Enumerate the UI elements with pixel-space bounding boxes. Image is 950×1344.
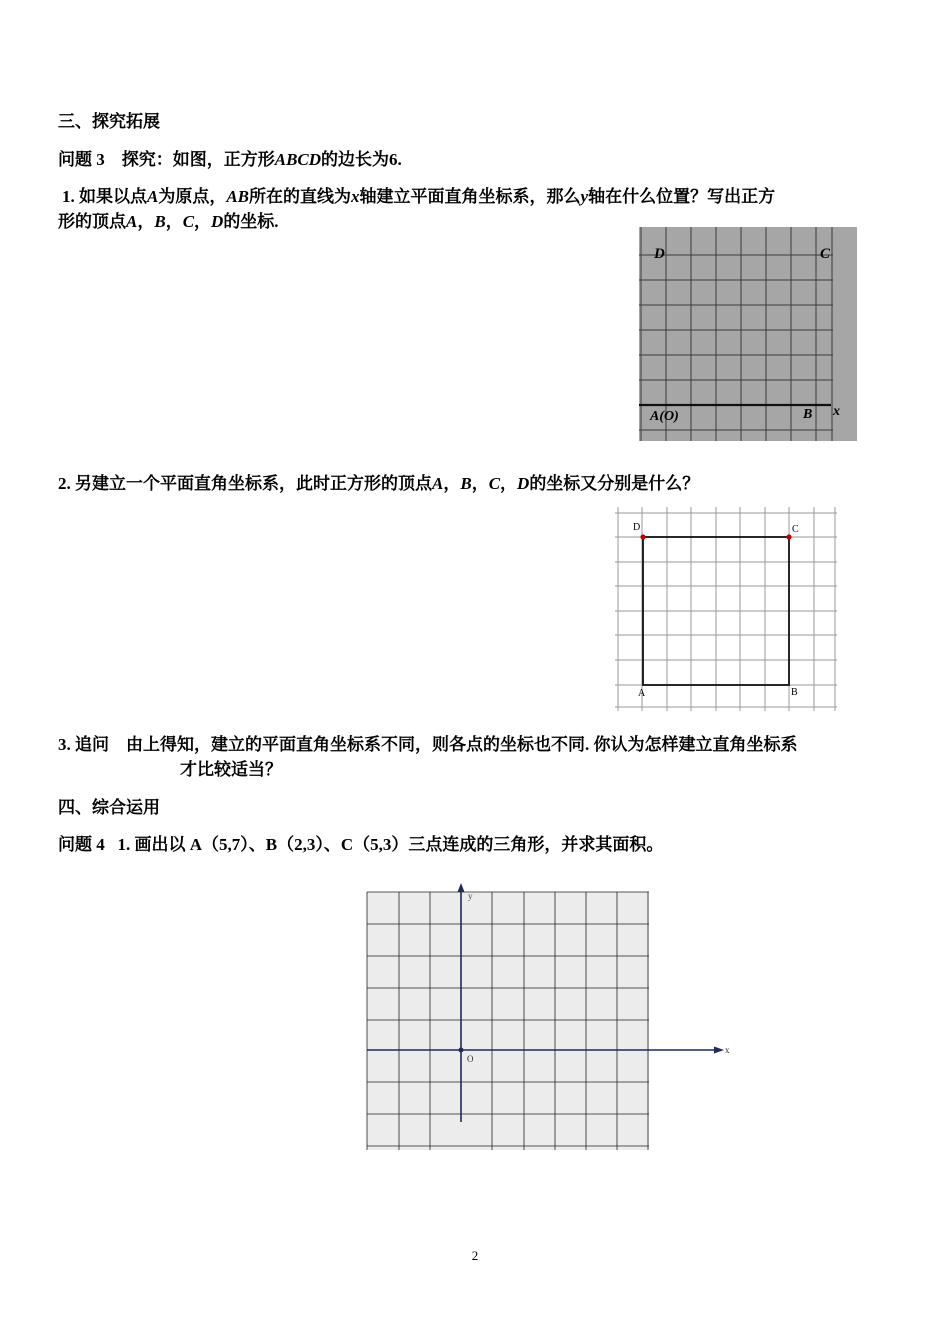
question-3-line-2 (180, 755, 282, 780)
figure-3-coordinate-grid (364, 882, 736, 1152)
vertex-d: D (517, 474, 530, 493)
vertex-d: D (211, 212, 224, 231)
problem-label: 问题 3 (58, 150, 105, 169)
q1-text: 轴建立平面直角坐标系，那么 (359, 187, 581, 206)
label-b: B (791, 687, 798, 698)
vertex-c: C (182, 212, 195, 231)
figure-1-grid (639, 227, 857, 441)
separator: ， (500, 474, 518, 493)
problem-3-line (58, 145, 402, 170)
vertex-c-point (786, 534, 791, 539)
q1-text: 如果以点 (79, 187, 147, 206)
label-c: C (792, 524, 799, 535)
vertex-a: A (126, 212, 138, 231)
q2-text: 另建立一个平面直角坐标系，此时正方形的顶点 (75, 474, 432, 493)
question-2-line (58, 469, 699, 494)
vertex-b: B (154, 212, 166, 231)
question-1-line-2 (58, 207, 279, 232)
label-o: O (467, 1054, 474, 1064)
label-c: C (820, 246, 831, 262)
shape-name: ABCD (274, 150, 322, 169)
y-variable: y (580, 187, 589, 206)
origin-point (459, 1048, 464, 1053)
figure-2-grid (615, 507, 837, 711)
question-number: 2. (58, 474, 71, 493)
separator: ， (443, 474, 461, 493)
x-variable: x (351, 187, 360, 206)
vertex-b: B (460, 474, 472, 493)
x-axis-arrow (714, 1047, 724, 1054)
q1-text: 轴在什么位置？写出正方 (588, 187, 776, 206)
section-heading-4 (58, 793, 160, 818)
label-x: x (833, 404, 840, 419)
y-axis-arrow (458, 883, 465, 892)
separator: ， (194, 212, 212, 231)
problem-4-line (58, 830, 663, 855)
q3-text: 由上得知，建立的平面直角坐标系不同，则各点的坐标也不同. 你认为怎样建立直角坐标系 (126, 735, 798, 754)
section-heading-3 (58, 107, 160, 132)
segment-ab: AB (226, 187, 250, 206)
separator: ， (471, 474, 489, 493)
problem-intro-b: 的边长为 (321, 150, 390, 169)
question-3-line-1 (58, 730, 798, 755)
q2-text: 的坐标又分别是什么？ (529, 474, 700, 493)
page-number: 2 (471, 1248, 479, 1263)
label-x: x (725, 1045, 730, 1055)
problem-label: 问题 4 (58, 835, 105, 854)
question-number: 3. (58, 735, 71, 754)
label-a: A (638, 688, 646, 699)
separator: ， (137, 212, 155, 231)
grid-background (367, 892, 649, 1150)
label-d: D (633, 522, 641, 533)
q1-text: 形的顶点 (58, 212, 126, 231)
question-number: 1. (62, 187, 75, 206)
section-heading-text: 三、探究拓展 (58, 112, 160, 131)
label-b: B (803, 407, 813, 422)
label-y: y (468, 891, 473, 901)
point-a: A (147, 187, 159, 206)
vertex-d-point (640, 534, 645, 539)
label-a-origin: A(O) (650, 409, 679, 424)
question-1-line-1 (62, 182, 775, 207)
vertex-c: C (488, 474, 501, 493)
question-number: 1. (117, 835, 131, 854)
section-heading-text: 四、综合运用 (58, 798, 160, 817)
q1-text: 为原点， (158, 187, 227, 206)
q1-text: 的坐标. (223, 212, 279, 231)
side-length: 6 (389, 150, 398, 169)
follow-up-label: 追问 (75, 735, 109, 754)
label-d: D (654, 246, 665, 262)
problem-intro: 探究：如图，正方形 (121, 150, 275, 169)
period: . (397, 150, 402, 169)
q1-text: 所在的直线为 (249, 187, 352, 206)
separator: ， (165, 212, 183, 231)
vertex-a: A (432, 474, 444, 493)
problem-4-text: 画出以 A（5,7）、B（2,3）、C（5,3）三点连成的三角形，并求其面积。 (134, 835, 664, 854)
q3-text: 才比较适当？ (180, 760, 282, 779)
